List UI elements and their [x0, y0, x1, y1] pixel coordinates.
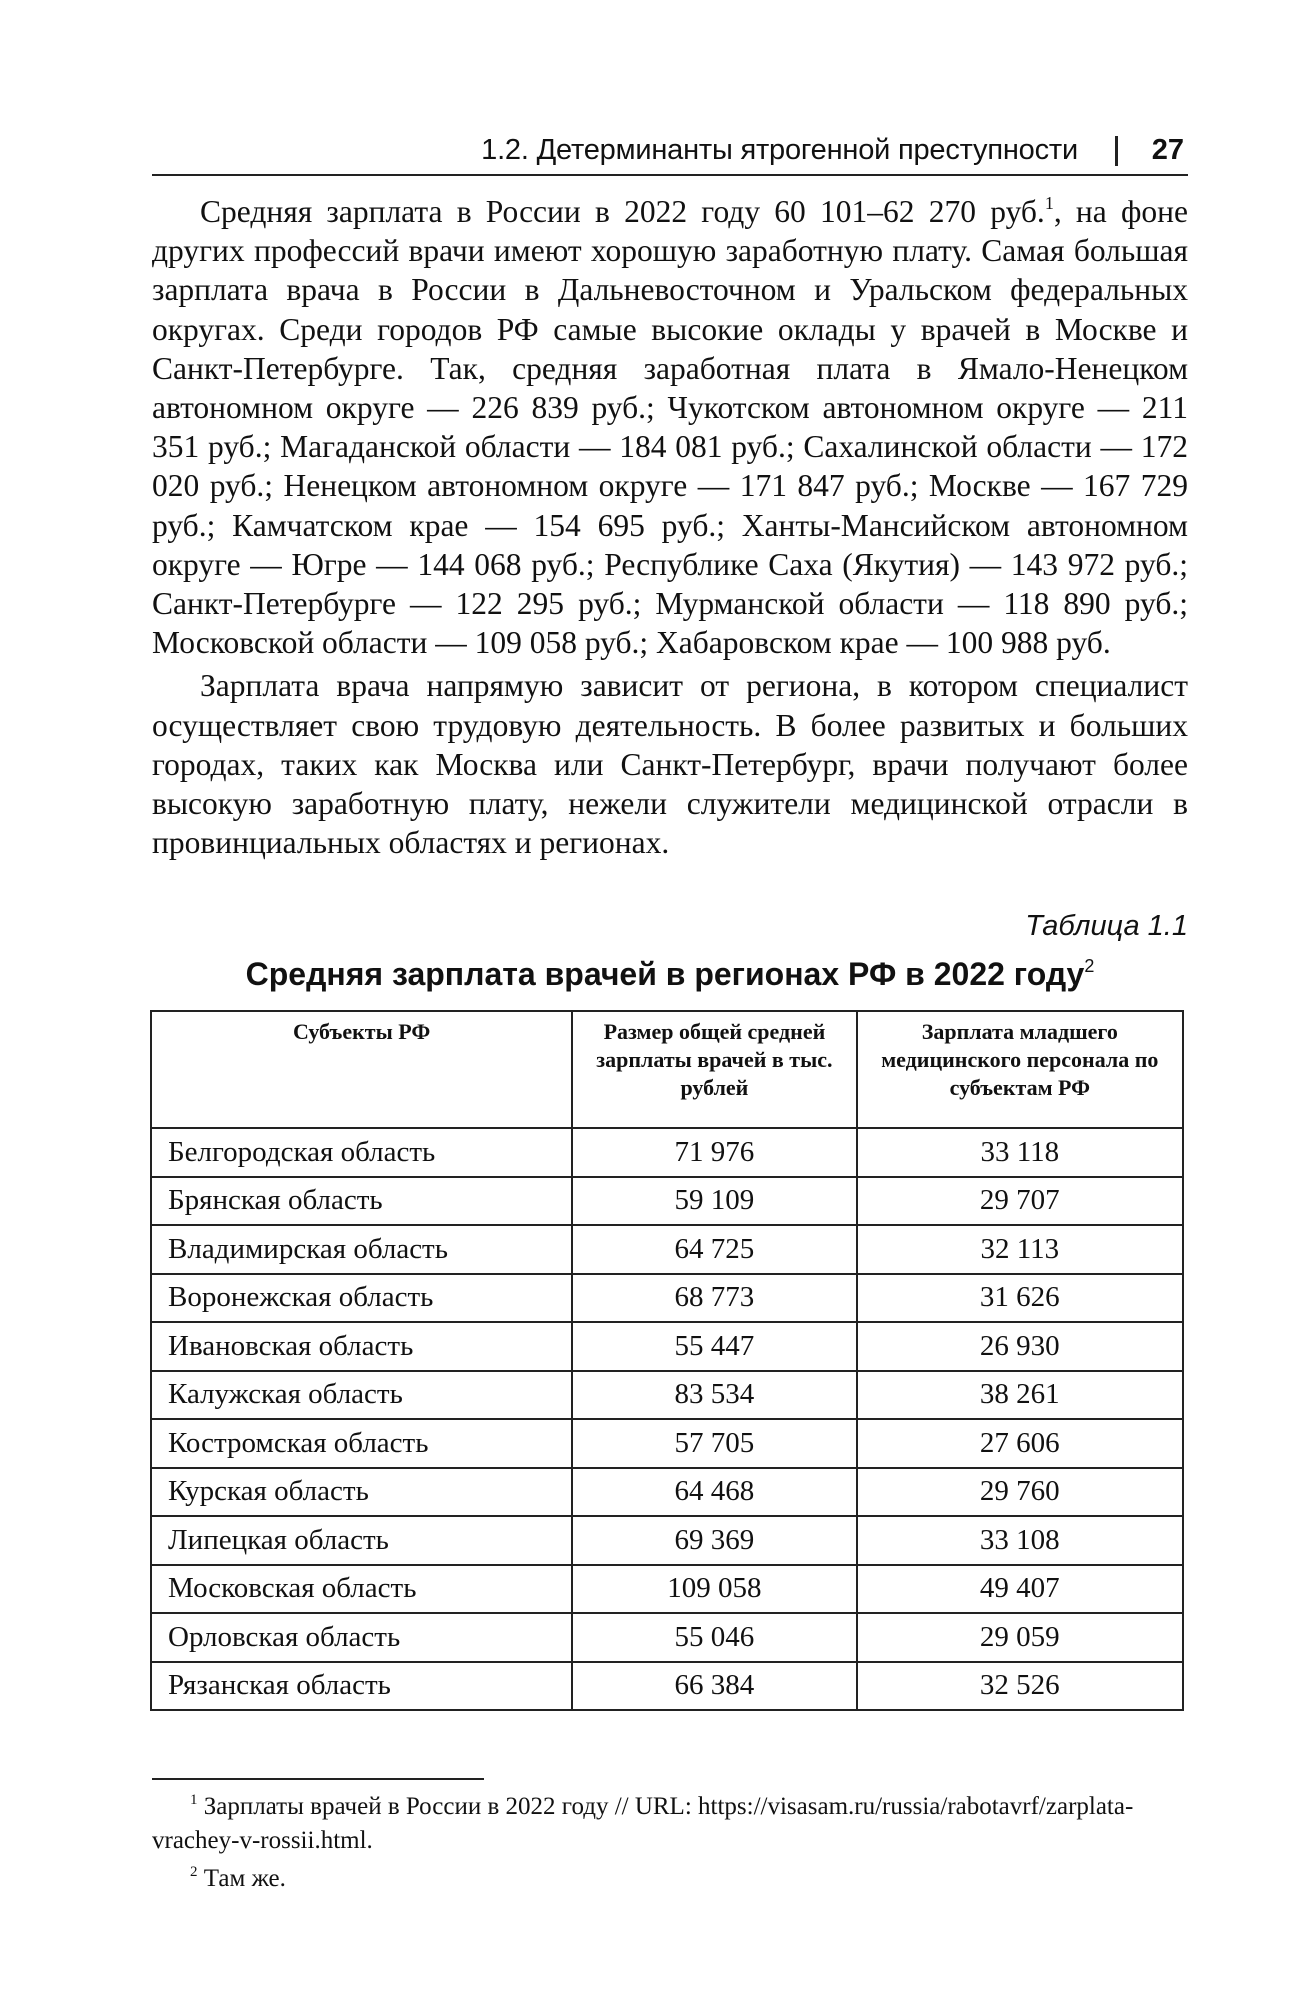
junior-salary-cell: 29 059: [857, 1613, 1183, 1662]
table-number: Таблица 1.1: [1025, 910, 1188, 942]
region-cell: Ивановская область: [151, 1322, 572, 1371]
region-cell: Московская область: [151, 1565, 572, 1614]
table-row: [151, 1128, 1183, 1177]
junior-salary-cell: 33 118: [857, 1128, 1183, 1177]
junior-salary-cell: 31 626: [857, 1274, 1183, 1323]
table-row: [151, 1516, 1183, 1565]
table-header-row: [151, 1011, 1183, 1128]
region-cell: Орловская область: [151, 1613, 572, 1662]
doctors-salary-cell: 68 773: [572, 1274, 856, 1323]
paragraph-2: Зарплата врача напрямую зависит от региона, в котором специалист осуществляет свою трудовую деятельность. В более развитых и больших городах, таких как Москва или Санкт-Петербург, врачи получают более высокую заработную плату, нежели служители медицинской отрасли в провинциальных областях и регионах.: [152, 668, 1188, 861]
doctors-salary-cell: 83 534: [572, 1371, 856, 1420]
doctors-salary-cell: 64 468: [572, 1468, 856, 1517]
junior-salary-cell: 26 930: [857, 1322, 1183, 1371]
table-row: [151, 1322, 1183, 1371]
junior-salary-cell: 29 760: [857, 1468, 1183, 1517]
region-cell: Воронежская область: [151, 1274, 572, 1323]
table-row: [151, 1371, 1183, 1420]
footnote-2: [152, 1862, 1188, 1896]
body-text: [152, 192, 1188, 862]
junior-salary-cell: 38 261: [857, 1371, 1183, 1420]
doctors-salary-cell: 66 384: [572, 1662, 856, 1711]
footnotes: [152, 1790, 1188, 1896]
footnote-ref-2: 2: [1084, 956, 1095, 976]
table-row: [151, 1177, 1183, 1226]
page-number: 27: [1151, 134, 1184, 166]
doctors-salary-cell: 69 369: [572, 1516, 856, 1565]
junior-salary-cell: 49 407: [857, 1565, 1183, 1614]
doctors-salary-cell: 55 447: [572, 1322, 856, 1371]
region-cell: Липецкая область: [151, 1516, 572, 1565]
region-cell: Брянская область: [151, 1177, 572, 1226]
footnote-divider: [152, 1778, 484, 1780]
table-title: [152, 956, 1188, 993]
region-cell: Рязанская область: [151, 1662, 572, 1711]
junior-salary-cell: 29 707: [857, 1177, 1183, 1226]
region-cell: Белгородская область: [151, 1128, 572, 1177]
region-cell: Владимирская область: [151, 1225, 572, 1274]
region-cell: Костромская область: [151, 1419, 572, 1468]
region-cell: Калужская область: [151, 1371, 572, 1420]
doctors-salary-cell: 59 109: [572, 1177, 856, 1226]
footnote-1-text: Зарплаты врачей в России в 2022 году // URL: https://visasam.ru/russia/rabotavrf/zarplata-vrachey-v-rossii.html.: [152, 1793, 1134, 1854]
header-separator: [1115, 136, 1118, 166]
doctors-salary-cell: 57 705: [572, 1419, 856, 1468]
table-row: [151, 1468, 1183, 1517]
junior-salary-cell: 27 606: [857, 1419, 1183, 1468]
paragraph-1-start: Средняя зарплата в России в 2022 году 60 101–62 270 руб.: [200, 194, 1045, 229]
footnote-mark-2: 2: [190, 1864, 198, 1880]
chapter-title: 1.2. Детерминанты ятрогенной преступности: [481, 134, 1078, 166]
region-cell: Курская область: [151, 1468, 572, 1517]
paragraph-1: [152, 192, 1188, 662]
table-row: [151, 1662, 1183, 1711]
table-title-text: Средняя зарплата врачей в регионах РФ в 2022 году: [245, 956, 1085, 992]
column-header-junior-salary: Зарплата младшего медицинского персонала по субъектам РФ: [857, 1011, 1183, 1128]
running-header: [152, 126, 1188, 176]
table-row: [151, 1225, 1183, 1274]
table-row: [151, 1565, 1183, 1614]
column-header-doctors-salary: Размер общей средней зарплаты врачей в тыс. рублей: [572, 1011, 856, 1128]
footnote-ref-1: 1: [1044, 193, 1054, 213]
doctors-salary-cell: 64 725: [572, 1225, 856, 1274]
doctors-salary-cell: 55 046: [572, 1613, 856, 1662]
junior-salary-cell: 32 526: [857, 1662, 1183, 1711]
salary-table: [150, 1010, 1184, 1711]
table-row: [151, 1613, 1183, 1662]
table-row: [151, 1274, 1183, 1323]
footnote-2-text: Там же.: [203, 1865, 286, 1892]
paragraph-1-rest: , на фоне других профессий врачи имеют хорошую заработную плату. Самая большая зарплата врача в России в Дальневосточном и Уральском федеральных округах. Среди городов РФ самые высокие оклады у врачей в Москве и Санкт-Петербурге. Так, средняя заработная плата в Ямало-Ненецком автономном округе — 226 839 руб.; Чукотском автономном округе — 211 351 руб.; Магаданской области — 184 081 руб.; Сахалинской области — 172 020 руб.; Ненецком автономном округе — 171 847 руб.; Москве — 167 729 руб.; Камчатском крае — 154 695 руб.; Ханты-Мансийском автономном округе — Югре — 144 068 руб.; Республике Саха (Якутия) — 143 972 руб.; Санкт-Петербурге — 122 295 руб.; Мурманской области — 118 890 руб.; Московской области — 109 058 руб.; Хабаровском крае — 100 988 руб.: [152, 194, 1188, 661]
doctors-salary-cell: 109 058: [572, 1565, 856, 1614]
column-header-region: Субъекты РФ: [151, 1011, 572, 1128]
table-row: [151, 1419, 1183, 1468]
footnote-mark-1: 1: [190, 1792, 198, 1808]
junior-salary-cell: 32 113: [857, 1225, 1183, 1274]
doctors-salary-cell: 71 976: [572, 1128, 856, 1177]
footnote-1: [152, 1790, 1188, 1858]
junior-salary-cell: 33 108: [857, 1516, 1183, 1565]
